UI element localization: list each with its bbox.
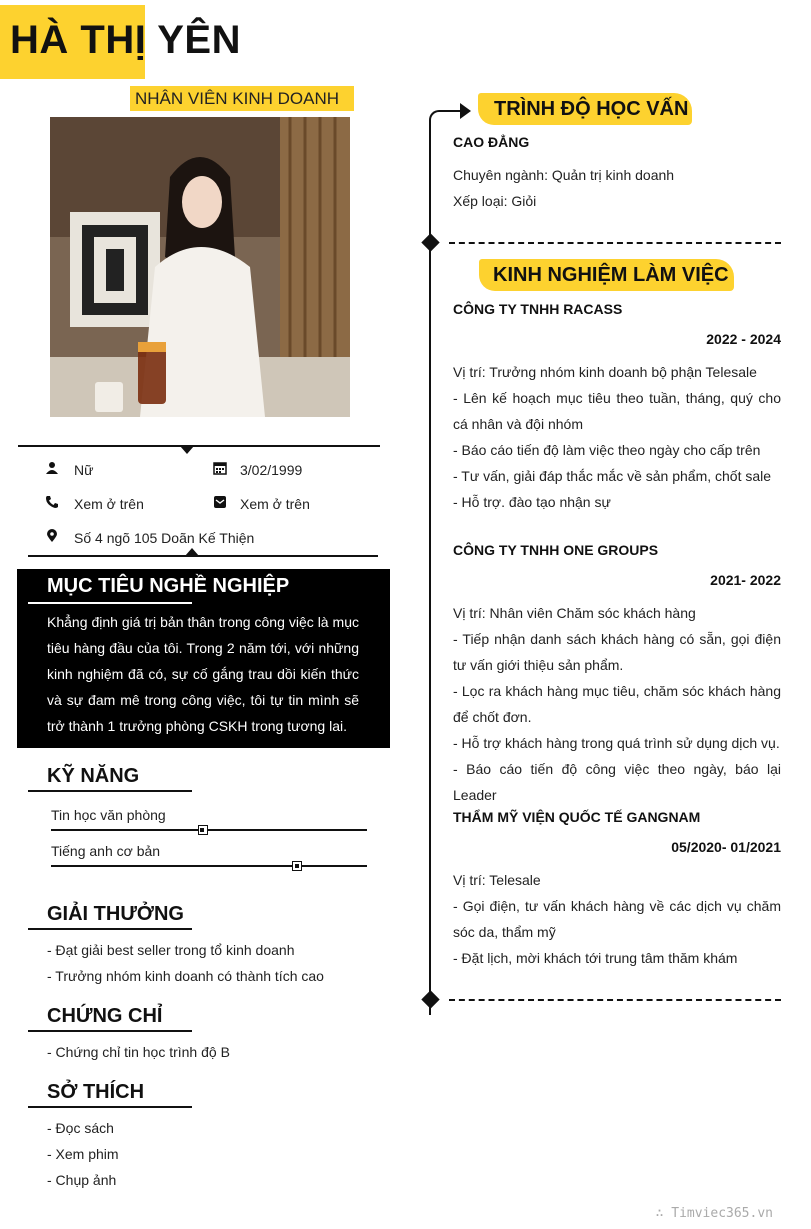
job-period: 05/2020- 01/2021 [671, 839, 781, 855]
timeline-line [429, 120, 431, 1015]
job-line: - Hỗ trợ khách hàng trong quá trình sử dụng dịch vụ. [453, 735, 780, 751]
timeline-diamond [421, 990, 439, 1008]
contact-top-rule [18, 445, 380, 447]
hobbies-title: SỞ THÍCH [47, 1081, 145, 1103]
objective-title: MỤC TIÊU NGHỀ NGHIỆP [47, 575, 290, 597]
phone-icon [45, 495, 59, 509]
skills-title-underline [28, 790, 192, 792]
job-company: THẨM MỸ VIỆN QUỐC TẾ GANGNAM [453, 809, 701, 825]
hobbies-title-underline [28, 1106, 192, 1108]
skill-name: Tin học văn phòng [51, 807, 166, 823]
gender-value: Nữ [74, 462, 94, 478]
skill-name: Tiếng anh cơ bản [51, 843, 161, 859]
awards-title-underline [28, 928, 192, 930]
award-item: - Trưởng nhóm kinh doanh có thành tích cao [47, 968, 324, 984]
job-details [453, 359, 781, 515]
job-line: - Đặt lịch, mời khách tới trung tâm thăm khám [453, 950, 738, 966]
job-line: - Lọc ra khách hàng mục tiêu, chăm sóc khách hàng để chốt đơn. [453, 683, 781, 725]
awards-title: GIẢI THƯỞNG [47, 903, 184, 925]
job-line: - Báo cáo tiến độ công việc theo ngày, báo lại Leader [453, 761, 781, 803]
email-value: Xem ở trên [240, 496, 310, 512]
job-line: Vị trí: Nhân viên Chăm sóc khách hàng [453, 605, 696, 621]
profile-photo [50, 117, 350, 417]
certificate-item: - Chứng chỉ tin học trình độ B [47, 1044, 230, 1060]
contact-top-marker [180, 446, 194, 454]
job-title: NHÂN VIÊN KINH DOANH [135, 89, 340, 108]
job-line: Vị trí: Telesale [453, 872, 541, 888]
section-divider [449, 999, 781, 1001]
education-title: TRÌNH ĐỘ HỌC VẤN [494, 98, 689, 120]
contact-bottom-rule [28, 555, 378, 557]
job-company: CÔNG TY TNHH RACASS [453, 301, 623, 317]
user-icon [45, 461, 59, 475]
calendar-icon [213, 461, 227, 475]
education-degree: CAO ĐẲNG [453, 134, 530, 150]
job-line: - Báo cáo tiến độ làm việc theo ngày cho cấp trên [453, 442, 761, 458]
award-item: - Đạt giải best seller trong tổ kinh doanh [47, 942, 295, 958]
job-line: - Lên kế hoạch mục tiêu theo tuần, tháng, quý cho cá nhân và đội nhóm [453, 390, 781, 432]
birthday-value: 3/02/1999 [240, 462, 303, 478]
education-rank: Xếp loại: Giỏi [453, 193, 537, 209]
timeline-arrow-line [440, 110, 462, 112]
certificates-title: CHỨNG CHỈ [47, 1005, 163, 1027]
job-details [453, 600, 781, 808]
arrow-right-icon [460, 103, 471, 119]
watermark: ∴ Timviec365.vn [655, 1206, 773, 1221]
timeline-corner [429, 110, 443, 124]
objective-title-underline [28, 602, 192, 604]
skill-bar [51, 829, 367, 831]
job-line: Vị trí: Trưởng nhóm kinh doanh bộ phận Telesale [453, 364, 757, 380]
skill-level-marker [198, 825, 208, 835]
map-pin-icon [45, 529, 59, 543]
job-line: - Tư vấn, giải đáp thắc mắc về sản phẩm, chốt sale [453, 468, 772, 484]
hobby-item: - Xem phim [47, 1146, 119, 1162]
phone-value: Xem ở trên [74, 496, 144, 512]
envelope-icon [213, 495, 227, 509]
hobby-item: - Chụp ảnh [47, 1172, 117, 1188]
job-line: - Gọi điện, tư vấn khách hàng về các dịch vụ chăm sóc da, thẩm mỹ [453, 898, 781, 940]
skill-level-marker [292, 861, 302, 871]
skills-title: KỸ NĂNG [47, 765, 140, 787]
education-major: Chuyên ngành: Quản trị kinh doanh [453, 167, 675, 183]
job-company: CÔNG TY TNHH ONE GROUPS [453, 542, 659, 558]
job-period: 2022 - 2024 [706, 331, 781, 347]
candidate-name: HÀ THỊ YÊN [10, 18, 241, 62]
certificates-title-underline [28, 1030, 192, 1032]
timeline-diamond [421, 233, 439, 251]
hobby-item: - Đọc sách [47, 1120, 114, 1136]
objective-text: Khẳng định giá trị bản thân trong công việc là mục tiêu hàng đầu của tôi. Trong 2 năm tới, với những kinh nghiệm đã có, sự cố gắng trau dồi kiến thức và sự đam mê trong công việc, tôi tự tin mình sẽ trở thành 1 trưởng phòng CSKH trong tương lai. [47, 614, 359, 734]
job-details [453, 867, 781, 971]
address-value: Số 4 ngõ 105 Doãn Kế Thiện [74, 530, 255, 546]
job-period: 2021- 2022 [710, 572, 781, 588]
skill-bar [51, 865, 367, 867]
experience-title: KINH NGHIỆM LÀM VIỆC [493, 264, 729, 286]
job-line: - Tiếp nhận danh sách khách hàng có sẵn, gọi điện tư vấn giới thiệu sản phẩm. [453, 631, 781, 673]
section-divider [449, 242, 781, 244]
job-line: - Hỗ trợ. đào tạo nhận sự [453, 494, 611, 510]
